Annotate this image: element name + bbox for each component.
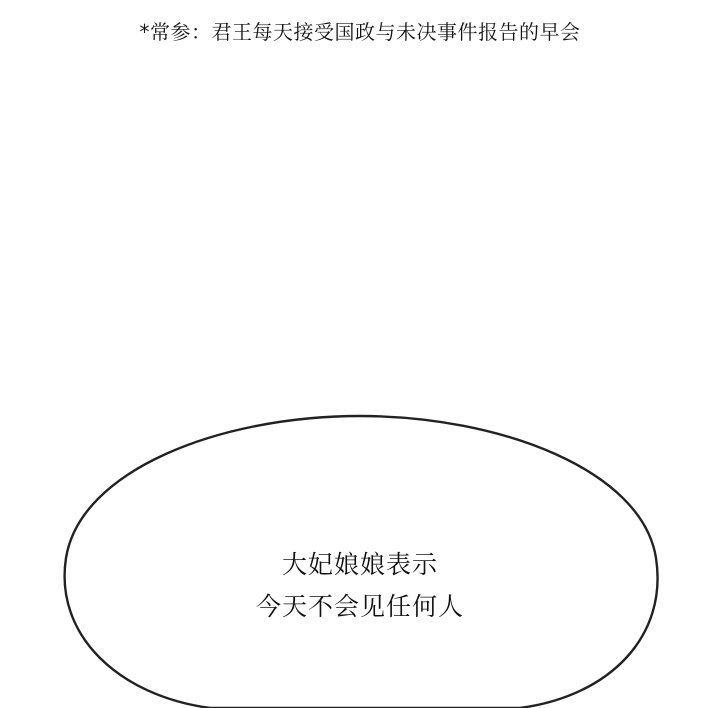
speech-line-1: 大妃娘娘表示 [281,550,438,579]
speech-line-2: 今天不会见任何人 [255,592,464,621]
speech-bubble-text [50,544,670,628]
footnote-text: *常参：君王每天接受国政与未决事件报告的早会 [139,20,581,44]
speech-bubble [50,408,670,708]
